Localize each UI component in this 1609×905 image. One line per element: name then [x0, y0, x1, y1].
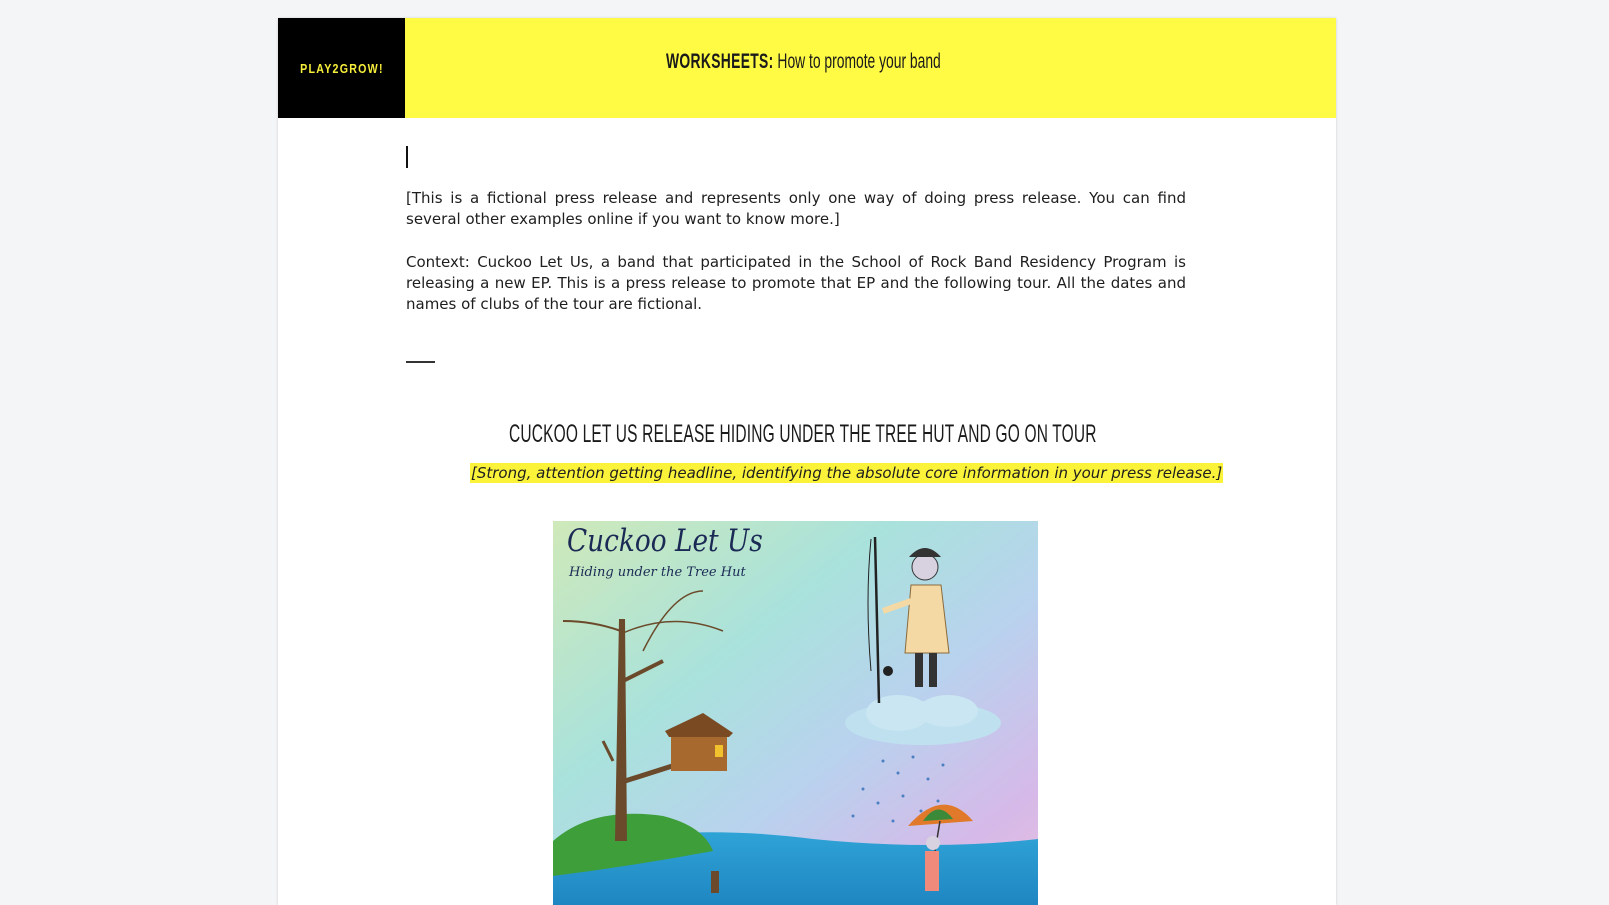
- logo-text: PLAY2GROW!: [299, 60, 384, 76]
- intro-paragraph[interactable]: [This is a fictional press release and represents only one way of doing press release. You can find several other examples online if you want to know more.]: [406, 189, 1186, 228]
- header-title: [666, 50, 941, 74]
- header-title-rest: How to promote your band: [777, 50, 941, 73]
- headline-guidance-note[interactable]: [Strong, attention getting headline, identifying the absolute core information in your press release.]: [471, 464, 1223, 482]
- document-page: [278, 18, 1336, 905]
- text-cursor: [406, 146, 408, 168]
- album-cover-image: [553, 521, 1038, 905]
- cover-album-title: Hiding under the Tree Hut: [569, 565, 746, 580]
- context-paragraph[interactable]: Context: Cuckoo Let Us, a band that participated in the School of Rock Band Residency Program is releasing a new EP. This is a press release to promote that EP and the following tour. All the dates and names of clubs of the tour are fictional.: [406, 253, 1186, 313]
- header-title-prefix: WORKSHEETS:: [666, 50, 774, 73]
- press-release-headline[interactable]: CUCKOO LET US RELEASE HIDING UNDER THE TREE HUT AND GO ON TOUR: [508, 420, 1097, 448]
- worksheet-header: [278, 18, 1336, 118]
- brand-logo: [278, 18, 405, 118]
- section-divider: [406, 361, 435, 363]
- cover-band-name: Cuckoo Let Us: [567, 523, 763, 559]
